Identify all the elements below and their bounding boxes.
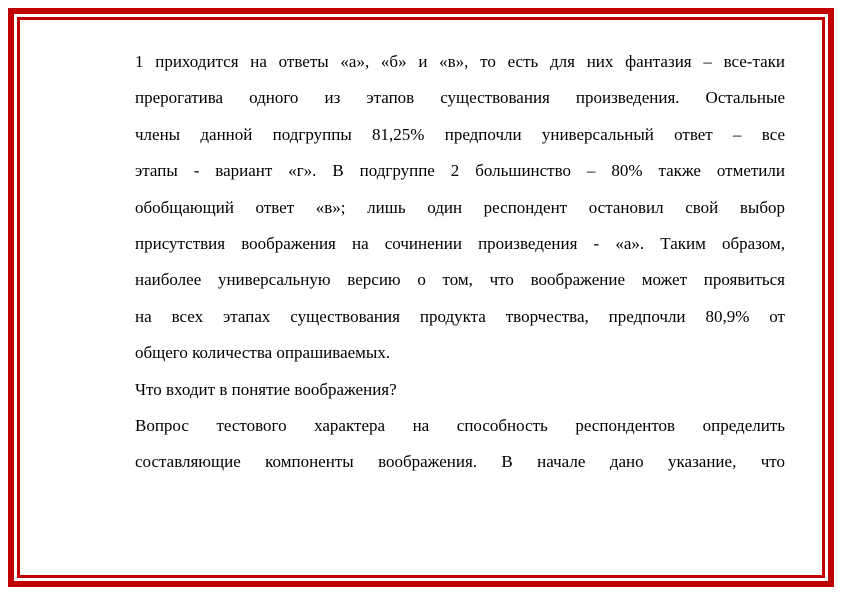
text-line: обобщающий ответ «в»; лишь один респондент остановил свой выбор bbox=[135, 197, 785, 217]
text-line: наиболее универсальную версию о том, что воображение может проявиться bbox=[135, 270, 785, 290]
text-line: составляющие компоненты воображения. В начале дано указание, что bbox=[135, 452, 785, 472]
document-text-body bbox=[135, 44, 785, 481]
text-line: этапы - вариант «г». В подгруппе 2 большинство – 80% также отметили bbox=[135, 161, 785, 181]
text-line: Вопрос тестового характера на способность респондентов определить bbox=[135, 415, 785, 435]
text-line: прерогатива одного из этапов существования произведения. Остальные bbox=[135, 88, 785, 108]
text-line: на всех этапах существования продукта творчества, предпочли 80,9% от bbox=[135, 306, 785, 326]
text-line: присутствия воображения на сочинении произведения - «а». Таким образом, bbox=[135, 233, 785, 253]
text-line: общего количества опрашиваемых. bbox=[135, 343, 391, 363]
question-heading: Что входит в понятие воображения? bbox=[135, 379, 397, 399]
text-line: члены данной подгруппы 81,25% предпочли универсальный ответ – все bbox=[135, 124, 785, 144]
text-line: 1 приходится на ответы «а», «б» и «в», то есть для них фантазия – все-таки bbox=[135, 52, 785, 71]
